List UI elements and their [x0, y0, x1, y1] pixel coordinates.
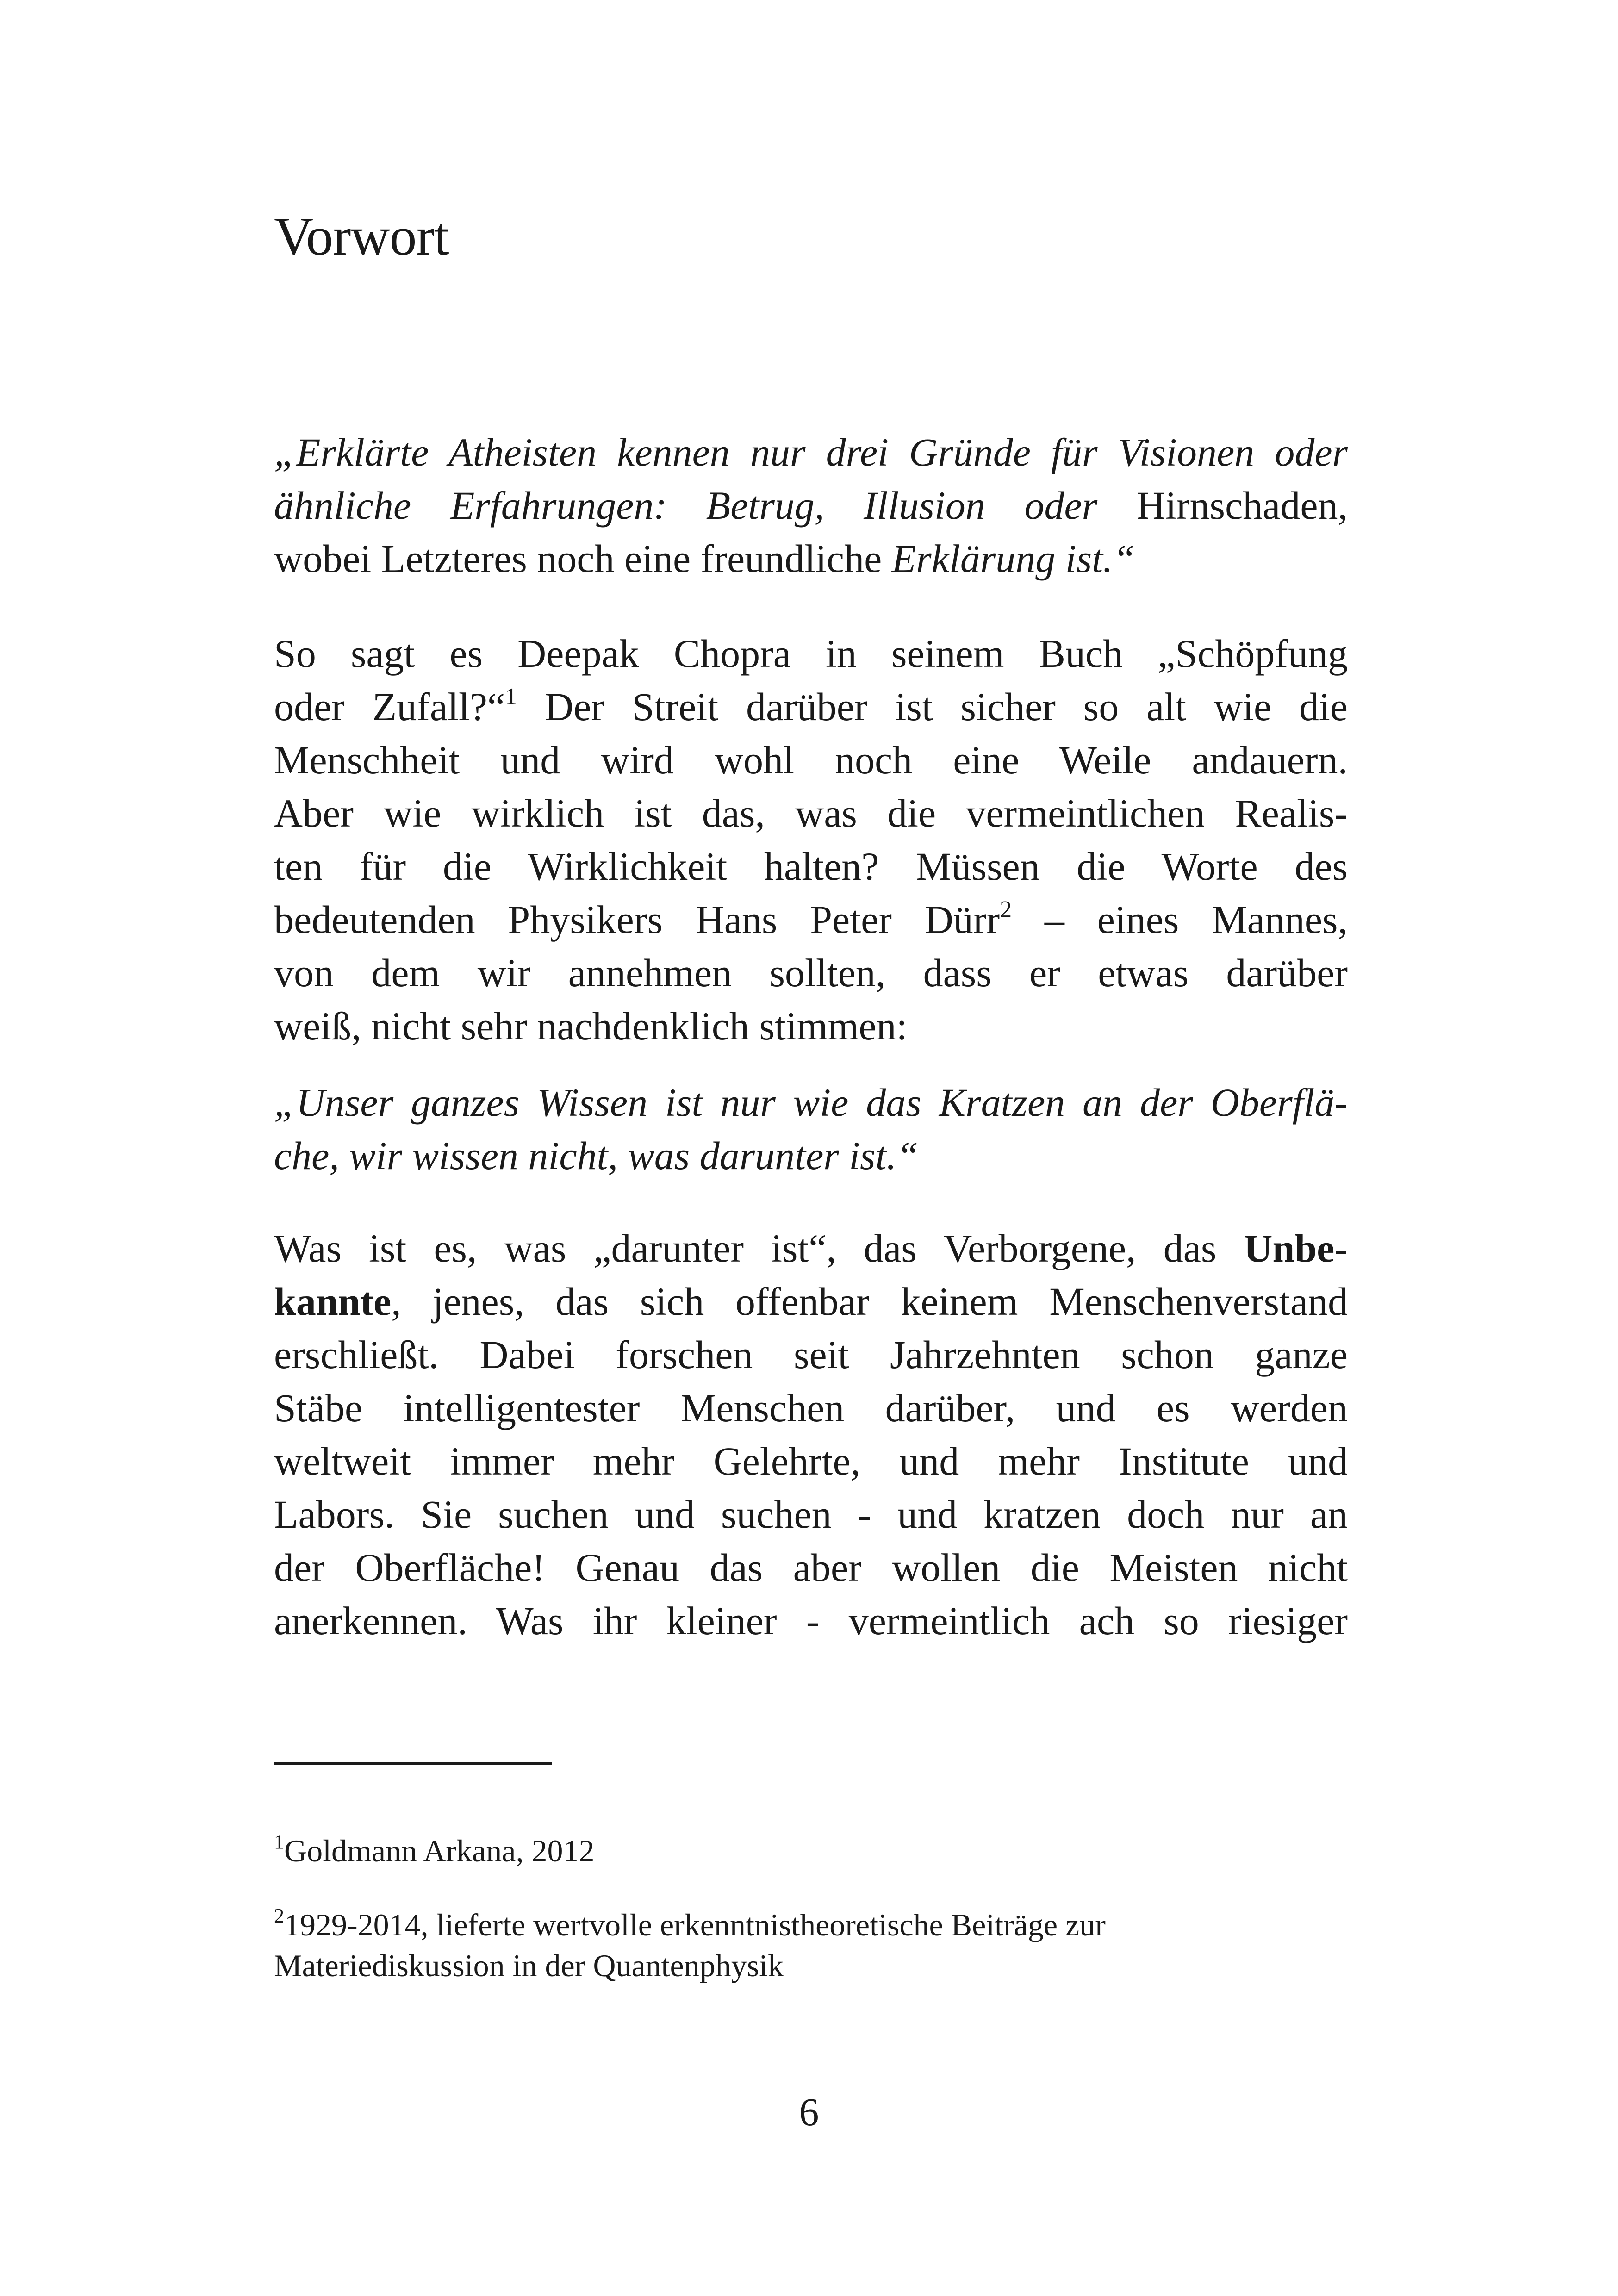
epigraph-quote	[274, 426, 1348, 585]
paragraph-text: Was ist es, was „darunter ist“, das Verborgene, das	[274, 1226, 1244, 1270]
footnote-1	[274, 1830, 1348, 1871]
quote-line	[274, 1076, 1348, 1129]
footnote-ref-2[interactable]: 2	[1000, 896, 1012, 923]
footnote-marker: 1	[274, 1830, 284, 1853]
chapter-heading: Vorwort	[274, 206, 449, 267]
emphasized-term: kannte	[274, 1279, 392, 1324]
footnote-marker: 2	[274, 1904, 284, 1927]
footnote-line: Materiediskussion in der Quantenphysik	[274, 1948, 784, 1983]
footnote-line	[274, 1904, 1348, 1945]
paragraph-text: , jenes, das sich offenbar keinem Menschenverstand	[391, 1279, 1348, 1324]
quote-text: che, wir wissen nicht, was darunter ist.“	[274, 1133, 919, 1178]
paragraph-line: So sagt es Deepak Chopra in seinem Buch „Schöpfung	[274, 631, 1348, 676]
paragraph-line: von dem wir annehmen sollten, dass er etwas darüber	[274, 951, 1348, 995]
body-paragraph	[274, 1222, 1348, 1648]
quote-line	[274, 426, 1348, 479]
quote-text-upright: wobei Letzteres noch eine freundliche	[274, 536, 892, 581]
paragraph-line: Aber wie wirklich ist das, was die vermeintlichen Realis-	[274, 791, 1348, 835]
footnote-text: 1929-2014, lieferte wertvolle erkenntnistheoretische Beiträge zur	[284, 1907, 1106, 1942]
paragraph-text: oder Zufall?“	[274, 684, 505, 729]
paragraph-line	[274, 1222, 1348, 1275]
paragraph-line: weiß, nicht sehr nachdenklich stimmen:	[274, 1004, 908, 1048]
paragraph-text: – eines Mannes,	[1012, 897, 1348, 942]
paragraph-line: Menschheit und wird wohl noch eine Weile andauern.	[274, 738, 1348, 782]
quote-line	[274, 479, 1348, 532]
quote-line	[274, 1129, 1348, 1182]
footnote-2	[274, 1904, 1348, 1986]
paragraph-line: erschließt. Dabei forschen seit Jahrzehnten schon ganze	[274, 1332, 1348, 1377]
quote-line	[274, 532, 1348, 585]
paragraph-line: Labors. Sie suchen und suchen - und kratzen doch nur an	[274, 1492, 1348, 1537]
paragraph-line	[274, 1275, 1348, 1328]
paragraph-text: bedeutenden Physikers Hans Peter Dürr	[274, 897, 1000, 942]
page-number: 6	[799, 2090, 819, 2134]
quote-text-upright: Hirnschaden,	[1097, 483, 1348, 528]
footnote-divider	[274, 1762, 552, 1765]
paragraph-text: Der Streit darüber ist sicher so alt wie die	[517, 684, 1348, 729]
paragraph-line: anerkennen. Was ihr kleiner - vermeintlich ach so riesiger	[274, 1599, 1348, 1643]
quote-text: ähnliche Erfahrungen: Betrug, Illusion oder	[274, 483, 1098, 528]
footnote-ref-1[interactable]: 1	[505, 684, 517, 710]
quote-text: „Unser ganzes Wissen ist nur wie das Kratzen an der Oberflä-	[274, 1080, 1348, 1125]
body-paragraph	[274, 627, 1348, 1053]
paragraph-line	[274, 680, 1348, 734]
paragraph-line: Stäbe intelligentester Menschen darüber, und es werden	[274, 1386, 1348, 1430]
footnote-text: Goldmann Arkana, 2012	[284, 1833, 595, 1868]
quote-text: „Erklärte Atheisten kennen nur drei Gründe für Visionen oder	[274, 430, 1348, 474]
emphasized-term: Unbe-	[1244, 1226, 1348, 1270]
paragraph-line: der Oberfläche! Genau das aber wollen die Meisten nicht	[274, 1545, 1348, 1590]
paragraph-line: weltweit immer mehr Gelehrte, und mehr Institute und	[274, 1439, 1348, 1483]
quote-text: Erklärung ist.“	[891, 536, 1135, 581]
paragraph-line: ten für die Wirklichkeit halten? Müssen die Worte des	[274, 844, 1348, 889]
paragraph-line	[274, 893, 1348, 946]
inline-quote	[274, 1076, 1348, 1182]
